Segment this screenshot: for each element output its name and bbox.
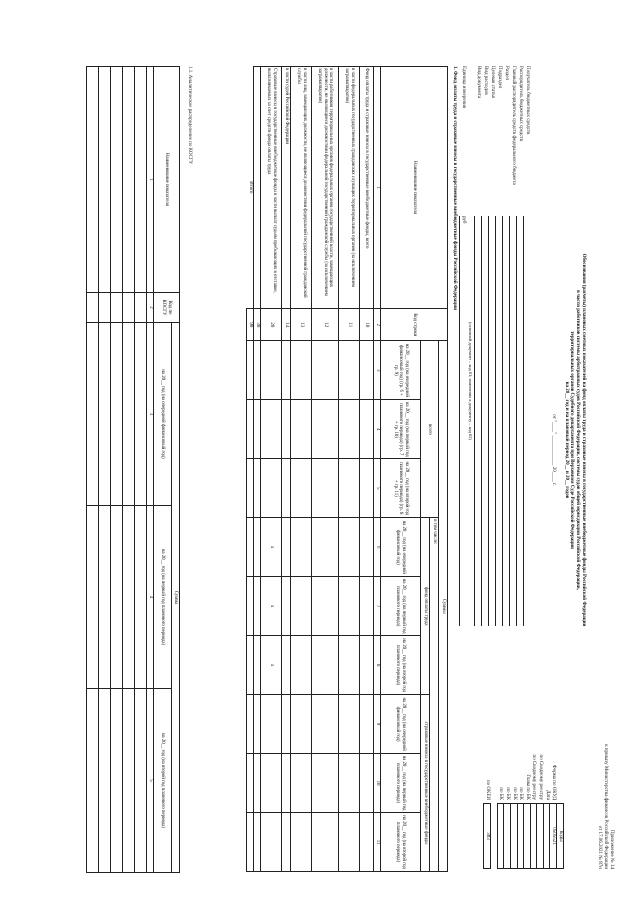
header-ins-plan2: на 20__ год (на второй год планового периода)	[381, 813, 421, 872]
cell-input[interactable]: х	[261, 636, 282, 695]
cell-input[interactable]	[339, 518, 360, 577]
cell-input[interactable]	[360, 518, 374, 577]
code-value-field[interactable]	[537, 804, 544, 869]
cell-input[interactable]	[360, 459, 374, 518]
cell-input[interactable]	[312, 577, 339, 636]
cell-input[interactable]	[123, 293, 135, 323]
cell-input[interactable]	[247, 636, 254, 695]
header-payroll-fund: фонд оплаты труда	[421, 518, 430, 695]
cell-input[interactable]	[111, 323, 123, 506]
cell-input[interactable]	[312, 695, 339, 754]
cell-input[interactable]	[312, 813, 339, 872]
row-name: в части судей Российской Федерации	[282, 67, 291, 309]
cell-input[interactable]	[360, 813, 374, 872]
cell-input[interactable]	[312, 636, 339, 695]
section-1-1-title: 1.1. Аналитическое распределение по КОСГУ	[187, 66, 192, 165]
cell-input[interactable]	[360, 400, 374, 459]
code-row	[550, 754, 557, 869]
cell-input[interactable]	[291, 813, 312, 872]
code-row	[530, 754, 537, 869]
cell-input[interactable]	[339, 459, 360, 518]
code-label: по Сводному реестру	[531, 754, 537, 800]
header-sum: Сумма	[172, 323, 180, 873]
code-row	[504, 754, 511, 869]
table-row	[135, 67, 147, 873]
row-code: 14	[282, 309, 291, 341]
header-plan2: на 20__ год (на второй год планового периода)	[154, 689, 172, 873]
header-plan1: на 20__ год (на первый год планового периода)	[154, 506, 172, 689]
cell-input[interactable]	[247, 695, 254, 754]
cell-input[interactable]	[312, 459, 339, 518]
code-row	[517, 754, 524, 869]
cell-input[interactable]	[87, 323, 99, 506]
column-number: 7	[374, 577, 381, 636]
field-recipient	[523, 66, 530, 626]
payroll-table	[246, 66, 448, 872]
row-code: 11	[339, 309, 360, 341]
header-ins-current: на 20__ год (на очередной финансовый год)	[381, 695, 421, 754]
header-total-plan2: на 20__ год (на второй год планового периода) (гр. 8 + гр. 11)	[381, 459, 421, 518]
cell-input[interactable]	[123, 689, 135, 873]
row-name	[135, 67, 147, 293]
code-label: Дата	[544, 790, 550, 800]
cell-input[interactable]	[339, 341, 360, 400]
cell-input[interactable]	[291, 459, 312, 518]
code-label: по БК	[505, 787, 511, 800]
column-number: 3	[147, 323, 154, 506]
field-label: Целевая статья	[490, 66, 495, 98]
field-label: Раздел	[504, 66, 509, 81]
cell-input[interactable]	[282, 577, 291, 636]
header-sums: Суммы	[439, 341, 448, 872]
table-row	[291, 67, 312, 872]
header-total-current: на 20__ год (на очередной финансовый год) (гр. 6 + гр. 9)	[381, 341, 421, 400]
code-value-field[interactable]: 0505521	[550, 804, 557, 869]
cell-input[interactable]	[261, 459, 282, 518]
codes-table	[483, 754, 564, 869]
column-number: 11	[374, 813, 381, 872]
column-number: 9	[374, 695, 381, 754]
header-indicator-name: Наименование показателя	[154, 67, 180, 293]
cell-input[interactable]	[99, 506, 111, 689]
column-number: 5	[147, 689, 154, 873]
cell-input[interactable]	[99, 689, 111, 873]
table-row	[339, 67, 360, 872]
title-line-4: на 20__ год и на плановый период 20__ и 20__ годов	[563, 381, 569, 499]
cell-input[interactable]	[111, 506, 123, 689]
field-document-type	[474, 66, 481, 626]
column-numbers-row	[147, 67, 154, 873]
codes-header: Коды	[557, 804, 564, 869]
table-row-total	[247, 67, 254, 872]
code-label: по БК	[518, 787, 524, 800]
row-code: 13	[291, 309, 312, 341]
cell-input[interactable]	[312, 754, 339, 813]
section-1-title: 1. Фонд оплаты труда и страховые взносы в государственные внебюджетные фонды Российской Федерации	[452, 66, 457, 310]
column-number: 2	[374, 309, 381, 341]
cell-input[interactable]	[312, 341, 339, 400]
code-label: Форма по ОКУД	[551, 764, 557, 800]
cell-input[interactable]	[360, 636, 374, 695]
cell-input[interactable]	[282, 636, 291, 695]
cell-input[interactable]	[339, 577, 360, 636]
document-date: от "____" ____________ 20____ г.	[551, 414, 556, 486]
field-label: Главный распорядитель средств федерального бюджета	[511, 66, 516, 185]
row-code: 30	[254, 309, 261, 341]
cell-input[interactable]	[254, 459, 261, 518]
code-row	[524, 754, 531, 869]
appendix-order-date: от 17.06.2021 № 87н	[597, 825, 603, 869]
cell-input[interactable]	[123, 323, 135, 506]
table-row	[282, 67, 291, 872]
cell-input[interactable]	[135, 293, 147, 323]
column-number: 1	[374, 67, 381, 309]
cell-input[interactable]	[135, 506, 147, 689]
header-fot-plan2: на 20__ год (на второй год планового периода)	[381, 636, 421, 695]
cell-input[interactable]	[261, 754, 282, 813]
cell-input[interactable]	[339, 695, 360, 754]
row-name	[99, 67, 111, 293]
header-total-plan1: на 20__ год (на первый год планового периода) (гр. 7 + гр. 10)	[381, 400, 421, 459]
table-row	[360, 67, 374, 872]
code-row	[543, 754, 550, 869]
row-code: 12	[312, 309, 339, 341]
cell-input[interactable]	[99, 323, 111, 506]
cell-input[interactable]	[99, 293, 111, 323]
cell-input[interactable]	[282, 459, 291, 518]
column-number: 2	[147, 293, 154, 323]
appendix-header	[597, 609, 614, 869]
field-section	[502, 66, 509, 626]
cell-input[interactable]	[87, 293, 99, 323]
cell-input[interactable]	[254, 400, 261, 459]
title-line-3: территориальных органов Судебного департамента при Верховном Суде Российской Федерации	[569, 331, 575, 549]
cell-input[interactable]	[111, 293, 123, 323]
table-row	[261, 67, 282, 872]
okei-label: по ОКЕИ	[485, 779, 491, 800]
code-value-field[interactable]	[510, 804, 517, 869]
row-name	[254, 67, 261, 309]
cell-input[interactable]	[254, 695, 261, 754]
header-fot-plan1: на 20__ год (на первый год планового периода)	[381, 577, 421, 636]
field-label: Подраздел	[497, 66, 502, 89]
field-expense-type	[481, 66, 488, 626]
row-name	[87, 67, 99, 293]
row-code: 10	[360, 309, 374, 341]
code-label: по Сводному реестру	[537, 754, 543, 800]
row-name: Итого	[247, 67, 254, 309]
okei-row	[484, 754, 491, 869]
code-row	[510, 754, 517, 869]
table-row	[87, 67, 99, 873]
cell-input[interactable]	[123, 506, 135, 689]
cell-input[interactable]	[87, 689, 99, 873]
cell-input[interactable]	[282, 754, 291, 813]
column-number: 10	[374, 754, 381, 813]
cell-input[interactable]	[261, 341, 282, 400]
cell-input[interactable]	[339, 754, 360, 813]
column-number: 3	[374, 341, 381, 400]
cell-input[interactable]	[282, 695, 291, 754]
cell-input[interactable]	[291, 754, 312, 813]
cell-input[interactable]: х	[261, 518, 282, 577]
header-indicator-name: Наименование показателя	[381, 67, 448, 309]
cell-input[interactable]	[254, 813, 261, 872]
row-name: в части работников территориальных органов федеральных органов государственной власти, замещающих должности, не являющиеся должностями федеральной государственной гражданской службы (за исключением загранаппаратов)	[312, 67, 339, 309]
cell-input[interactable]	[360, 341, 374, 400]
header-ins-plan1: на 20__ год (на первый год планового периода)	[381, 754, 421, 813]
cell-input[interactable]	[312, 400, 339, 459]
cell-input[interactable]	[247, 459, 254, 518]
row-code: 90	[247, 309, 254, 341]
column-number: 1	[147, 67, 154, 293]
field-label: Распорядитель бюджетных средств	[518, 66, 523, 142]
code-row	[497, 754, 504, 869]
cell-input[interactable]	[360, 577, 374, 636]
row-name	[123, 67, 135, 293]
cell-input[interactable]	[339, 400, 360, 459]
cell-input[interactable]	[247, 518, 254, 577]
column-number: 6	[374, 518, 381, 577]
header-row-code: Код строки	[381, 309, 448, 341]
code-value-field[interactable]	[504, 804, 511, 869]
cell-input[interactable]	[135, 689, 147, 873]
cell-input[interactable]	[360, 754, 374, 813]
cell-input[interactable]	[247, 813, 254, 872]
field-unit	[459, 66, 466, 626]
header-including: в том числе:	[430, 518, 439, 872]
code-value-field[interactable]	[517, 804, 524, 869]
cell-input[interactable]	[261, 400, 282, 459]
field-label: Получатель бюджетных средств	[525, 66, 530, 135]
kosgu-table	[86, 66, 180, 873]
cell-input[interactable]	[261, 695, 282, 754]
cell-input[interactable]	[87, 506, 99, 689]
cell-input[interactable]	[312, 518, 339, 577]
title-line-1: Обоснования (расчеты) плановых сметных показателей на фонд оплаты труда и страховые взносы в государственные внебюджетные фонды Российской Федерации	[581, 253, 586, 627]
row-name	[111, 67, 123, 293]
document-title	[563, 80, 586, 800]
table-row	[312, 67, 339, 872]
field-subsection	[495, 66, 502, 626]
field-label: Единица измерения	[461, 66, 466, 109]
code-label: Глава по БК	[524, 774, 530, 800]
code-row	[537, 754, 544, 869]
code-value-field[interactable]	[524, 804, 531, 869]
column-number: 4	[147, 506, 154, 689]
cell-input[interactable]	[291, 636, 312, 695]
field-manager	[516, 66, 523, 626]
code-value-field[interactable]	[530, 804, 537, 869]
cell-input[interactable]	[247, 577, 254, 636]
table-row	[254, 67, 261, 872]
cell-input[interactable]	[261, 813, 282, 872]
cell-input[interactable]	[282, 813, 291, 872]
header-fot-current: на 20__ год (на очередной финансовый год)	[381, 518, 421, 577]
cell-input[interactable]	[291, 695, 312, 754]
column-number: 4	[374, 400, 381, 459]
field-chief-manager	[509, 66, 516, 626]
field-label: Вид документа	[476, 66, 481, 99]
cell-input[interactable]: х	[261, 577, 282, 636]
cell-input[interactable]	[339, 813, 360, 872]
code-label: по БК	[498, 787, 504, 800]
title-line-2: в части работников системы арбитражных судов Российской Федерации, системы судов общей юрисдикции Российской Федерации,	[575, 290, 581, 590]
cell-input[interactable]	[291, 577, 312, 636]
header-total: всего	[421, 341, 439, 518]
cell-input[interactable]	[360, 695, 374, 754]
row-name: в части федеральных государственных гражданских служащих территориальных органов (за исключением загранаппаратов)	[339, 67, 360, 309]
cell-input[interactable]	[111, 689, 123, 873]
column-numbers-row	[374, 67, 381, 872]
document-type-hint: (основной документ – код 01; изменения к документу – код 02)	[468, 322, 473, 440]
cell-input[interactable]	[339, 636, 360, 695]
table-row	[123, 67, 135, 873]
table-row	[99, 67, 111, 873]
table-row	[111, 67, 123, 873]
cell-input[interactable]	[291, 400, 312, 459]
cell-input[interactable]	[291, 518, 312, 577]
header-kosgu-code: Код по КОСГУ	[154, 293, 180, 323]
cell-input[interactable]	[291, 341, 312, 400]
okei-value-field[interactable]: 383	[484, 804, 491, 869]
cell-input[interactable]	[254, 518, 261, 577]
cell-input[interactable]	[247, 754, 254, 813]
row-code: 20	[261, 309, 282, 341]
field-value[interactable]: руб	[461, 216, 466, 224]
cell-input[interactable]	[282, 400, 291, 459]
cell-input[interactable]	[282, 518, 291, 577]
cell-input[interactable]	[254, 341, 261, 400]
column-number: 8	[374, 636, 381, 695]
field-label: Вид расходов	[483, 66, 488, 95]
row-name: в части лиц, замещающих должности, не являющиеся должностями федеральной государственной гражданской службы	[291, 67, 312, 309]
field-target-article	[488, 66, 495, 626]
header-insurance: страховые взносы в государственные внебюджетные фонды	[421, 695, 430, 872]
appendix-order: к приказу Министерства финансов Российской Федерации	[603, 744, 609, 869]
row-name: Фонд оплаты труда и страховые взносы в государственные внебюджетные фонды, всего	[360, 67, 374, 309]
appendix-number: Приложение № 14	[609, 829, 614, 869]
cell-input[interactable]	[247, 341, 254, 400]
cell-input[interactable]	[135, 323, 147, 506]
cell-input[interactable]	[282, 341, 291, 400]
code-label: по БК	[511, 787, 517, 800]
column-number: 5	[374, 459, 381, 518]
cell-input[interactable]	[254, 636, 261, 695]
header-current: на 20__ год (на очередной финансовый год)	[154, 323, 172, 506]
cell-input[interactable]	[247, 400, 254, 459]
code-value-field[interactable]	[543, 804, 550, 869]
row-name: Страховые взносы в государственные внебюджетные фонды в части выплат судьям пребывающих в отставке, выплачиваемых за счет средств фонда оплаты труда	[261, 67, 282, 309]
cell-input[interactable]	[254, 577, 261, 636]
cell-input[interactable]	[254, 754, 261, 813]
code-value-field[interactable]	[497, 804, 504, 869]
